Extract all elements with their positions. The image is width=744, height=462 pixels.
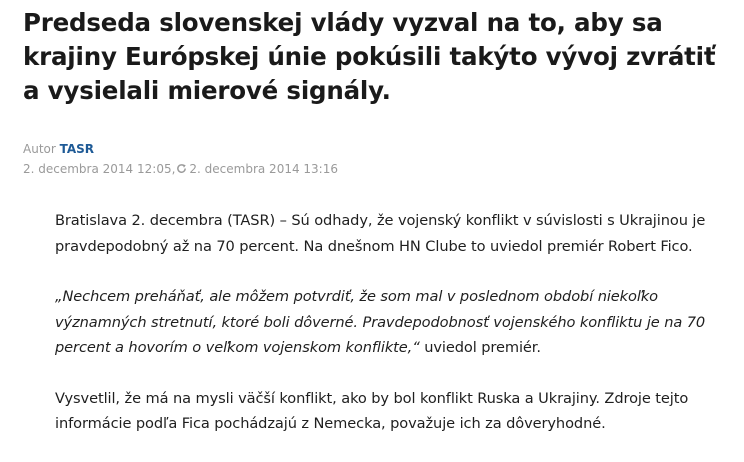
article-body	[55, 208, 725, 462]
quote-text: „Nechcem preháňať, ale môžem potvrdiť, že som mal v poslednom období niekoľko významných stretnutí, ktoré boli dôverné. Pravdepodobnosť vojenského konfliktu je na 70 percent a hovorím o veľkom vojenskom konflikte,“	[55, 288, 706, 356]
updated-date: 2. decembra 2014 13:16	[189, 162, 338, 176]
article-headline: Predseda slovenskej vlády vyzval na to, aby sa krajiny Európskej únie pokúsili takýto vývoj zvrátiť a vysielali mierové signály.	[23, 8, 716, 105]
author-link[interactable]: TASR	[59, 142, 95, 156]
author-row	[23, 139, 723, 159]
refresh-icon	[176, 160, 187, 171]
quote-attribution: uviedol premiér.	[419, 339, 541, 356]
article-meta	[23, 139, 723, 179]
author-label: Autor	[23, 142, 56, 156]
paragraph-explanation: Vysvetlil, že má na mysli väčší konflikt, ako by bol konflikt Ruska a Ukrajiny. Zdroje tejto informácie podľa Fica pochádzajú z Nemecka, považuje ich za dôveryhodné.	[55, 389, 689, 432]
paragraph-quote	[55, 284, 725, 361]
paragraph-intro: Bratislava 2. decembra (TASR) – Sú odhady, že vojenský konflikt v súvislosti s Ukrajinou je pravdepodobný až na 70 percent. Na dnešnom HN Clube to uviedol premiér Robert Fico.	[55, 212, 706, 255]
published-date: 2. decembra 2014 12:05,	[23, 162, 176, 176]
date-row	[23, 159, 723, 179]
